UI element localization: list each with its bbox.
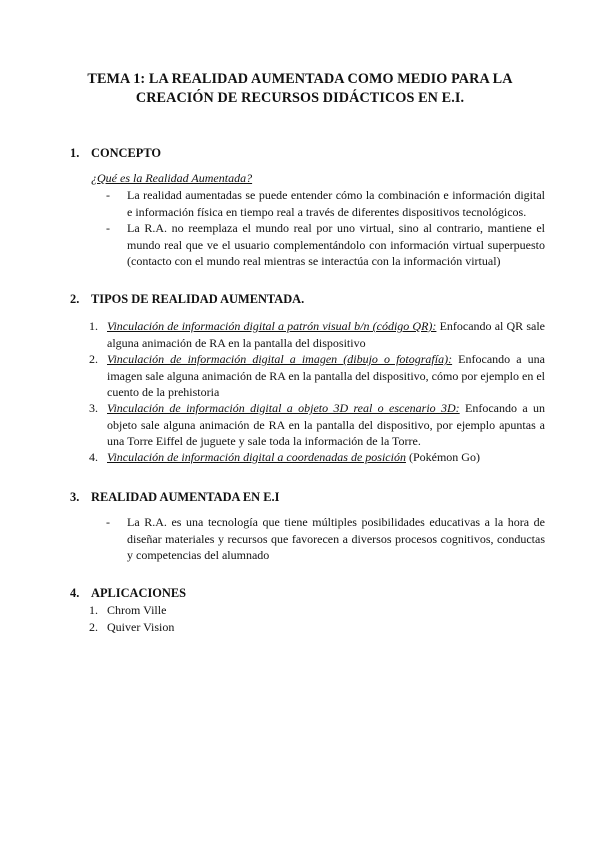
list-item-number: 1. [89, 319, 98, 333]
app-name: Quiver Vision [107, 620, 175, 634]
section-title: CONCEPTO [91, 146, 161, 160]
list-item-underlined-text: Vinculación de información digital a imagen (dibujo o fotografía): [107, 352, 453, 366]
bullet-dash: - [106, 188, 110, 202]
document-title [60, 70, 540, 108]
bullet-dash: - [106, 515, 110, 529]
list-item [89, 400, 545, 450]
app-list-item [89, 619, 174, 635]
app-number: 1. [89, 603, 98, 617]
list-item-underlined-text: Vinculación de información digital a patrón visual b/n (código QR): [107, 319, 437, 333]
section-heading-aplicaciones [70, 585, 186, 601]
list-item-underlined-text: Vinculación de información digital a coordenadas de posición [107, 450, 406, 464]
section-title: REALIDAD AUMENTADA EN E.I [91, 490, 280, 504]
app-name: Chrom Ville [107, 603, 167, 617]
section-subheading: ¿Qué es la Realidad Aumentada? [91, 171, 253, 185]
title-line-2: CREACIÓN DE RECURSOS DIDÁCTICOS EN E.I. [135, 90, 465, 106]
section-heading-concepto [70, 145, 161, 161]
list-item-number: 3. [89, 401, 98, 415]
list-item [89, 318, 545, 351]
list-item-text: Enfocando a un objeto sale alguna animación de RA en la pantalla del dispositivo, por ejemplo apuntas a una Torre Eiffel de juguete y sale toda la información de la Torre. [107, 401, 545, 448]
list-item [89, 351, 545, 401]
list-item-text: Enfocando a una imagen sale alguna animación de RA en la pantalla del dispositivo, cómo por ejemplo en el cuento de la prehistoria [107, 352, 545, 399]
list-item-number: 2. [89, 352, 98, 366]
list-item-underlined-text: Vinculación de información digital a objeto 3D real o escenario 3D: [107, 401, 460, 415]
app-number: 2. [89, 620, 98, 634]
list-item [89, 449, 545, 466]
section-title: TIPOS DE REALIDAD AUMENTADA. [91, 292, 305, 306]
list-item-number: 4. [89, 450, 98, 464]
section-heading-tipos [70, 291, 304, 307]
bullet-text: La R.A. es una tecnología que tiene múltiples posibilidades educativas a la hora de diseñar materiales y recursos que favorecen a diversos procesos cognitivos, conductas y competencias del alumnado [127, 515, 545, 562]
section-title: APLICACIONES [91, 586, 187, 600]
section-number: 3. [70, 490, 80, 504]
title-line-1: TEMA 1: LA REALIDAD AUMENTADA COMO MEDIO PARA LA [87, 71, 513, 87]
section-heading-realidad-ei [70, 489, 279, 505]
section-number: 1. [70, 146, 80, 160]
bullet-text: La R.A. no reemplaza el mundo real por uno virtual, sino al contrario, mantiene el mundo real que ve el usuario complementándolo con información virtual superpuesto (contacto con el mundo real mientras se interactúa con la información virtual) [127, 221, 545, 268]
bullet-item [107, 514, 545, 564]
bullet-text: La realidad aumentadas se puede entender cómo la combinación e información digital e información física en tiempo real a través de diferentes dispositivos tecnológicos. [127, 188, 545, 219]
section-number: 4. [70, 586, 80, 600]
bullet-dash: - [106, 221, 110, 235]
list-item-text: Enfocando al QR sale alguna animación de RA en la pantalla del dispositivo [107, 319, 545, 350]
bullet-item [107, 220, 545, 270]
bullet-item [107, 187, 545, 220]
app-list-item [89, 602, 166, 618]
list-item-text: (Pokémon Go) [405, 450, 480, 464]
section-number: 2. [70, 292, 80, 306]
